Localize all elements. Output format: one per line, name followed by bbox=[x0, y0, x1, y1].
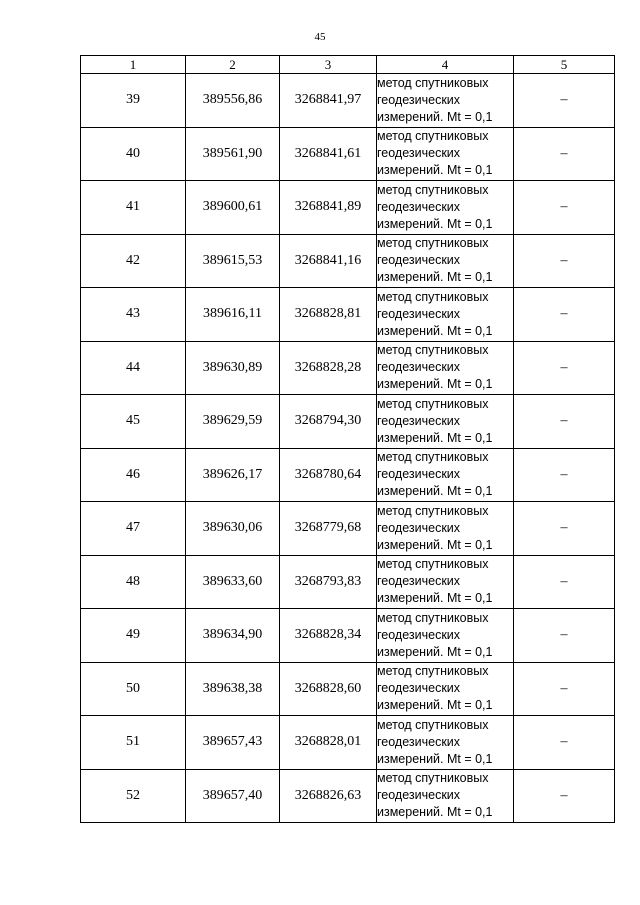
coordinate-x: 389634,90 bbox=[186, 609, 280, 663]
method-line-2: геодезических bbox=[377, 413, 461, 428]
method-line-1: метод спутниковых bbox=[377, 75, 489, 90]
point-number: 48 bbox=[81, 555, 186, 609]
note-dash: – bbox=[514, 502, 615, 556]
method-line-2: геодезических bbox=[377, 467, 461, 482]
note-dash: – bbox=[514, 448, 615, 502]
method-line-3: измерений. Mt = 0,1 bbox=[377, 698, 493, 713]
coordinate-y: 3268828,81 bbox=[280, 288, 377, 342]
method-line-1: метод спутниковых bbox=[377, 129, 489, 144]
table-row bbox=[81, 502, 615, 556]
method-line-1: метод спутниковых bbox=[377, 343, 489, 358]
table-row bbox=[81, 769, 615, 823]
method-line-3: измерений. Mt = 0,1 bbox=[377, 537, 493, 552]
method-line-3: измерений. Mt = 0,1 bbox=[377, 216, 493, 231]
note-dash: – bbox=[514, 555, 615, 609]
point-number: 52 bbox=[81, 769, 186, 823]
method-line-3: измерений. Mt = 0,1 bbox=[377, 805, 493, 820]
column-header: 1 bbox=[81, 56, 186, 74]
determination-method bbox=[377, 769, 514, 823]
determination-method bbox=[377, 341, 514, 395]
note-dash: – bbox=[514, 74, 615, 128]
point-number: 46 bbox=[81, 448, 186, 502]
coordinate-x: 389561,90 bbox=[186, 127, 280, 181]
coordinate-x: 389630,06 bbox=[186, 502, 280, 556]
method-line-2: геодезических bbox=[377, 574, 461, 589]
coordinate-y: 3268841,16 bbox=[280, 234, 377, 288]
method-line-3: измерений. Mt = 0,1 bbox=[377, 323, 493, 338]
note-dash: – bbox=[514, 609, 615, 663]
coordinate-y: 3268828,01 bbox=[280, 716, 377, 770]
column-header: 4 bbox=[377, 56, 514, 74]
coordinate-x: 389626,17 bbox=[186, 448, 280, 502]
coordinate-y: 3268793,83 bbox=[280, 555, 377, 609]
coordinate-x: 389657,43 bbox=[186, 716, 280, 770]
coordinate-y: 3268841,89 bbox=[280, 181, 377, 235]
coordinate-x: 389556,86 bbox=[186, 74, 280, 128]
point-number: 49 bbox=[81, 609, 186, 663]
note-dash: – bbox=[514, 127, 615, 181]
table-row bbox=[81, 555, 615, 609]
method-line-2: геодезических bbox=[377, 734, 461, 749]
coordinates-table bbox=[80, 55, 615, 823]
coordinate-y: 3268779,68 bbox=[280, 502, 377, 556]
column-header: 3 bbox=[280, 56, 377, 74]
column-header: 5 bbox=[514, 56, 615, 74]
determination-method bbox=[377, 716, 514, 770]
coordinate-y: 3268828,60 bbox=[280, 662, 377, 716]
determination-method bbox=[377, 609, 514, 663]
method-line-2: геодезических bbox=[377, 788, 461, 803]
point-number: 40 bbox=[81, 127, 186, 181]
point-number: 39 bbox=[81, 74, 186, 128]
coordinate-x: 389633,60 bbox=[186, 555, 280, 609]
note-dash: – bbox=[514, 395, 615, 449]
determination-method bbox=[377, 555, 514, 609]
note-dash: – bbox=[514, 181, 615, 235]
table-row bbox=[81, 127, 615, 181]
method-line-3: измерений. Mt = 0,1 bbox=[377, 751, 493, 766]
point-number: 47 bbox=[81, 502, 186, 556]
coordinate-y: 3268828,28 bbox=[280, 341, 377, 395]
point-number: 42 bbox=[81, 234, 186, 288]
coordinate-x: 389616,11 bbox=[186, 288, 280, 342]
method-line-2: геодезических bbox=[377, 681, 461, 696]
coordinate-y: 3268828,34 bbox=[280, 609, 377, 663]
determination-method bbox=[377, 502, 514, 556]
method-line-1: метод спутниковых bbox=[377, 610, 489, 625]
method-line-3: измерений. Mt = 0,1 bbox=[377, 644, 493, 659]
method-line-3: измерений. Mt = 0,1 bbox=[377, 430, 493, 445]
table-row bbox=[81, 395, 615, 449]
table-row bbox=[81, 662, 615, 716]
method-line-1: метод спутниковых bbox=[377, 450, 489, 465]
method-line-2: геодезических bbox=[377, 199, 461, 214]
method-line-3: измерений. Mt = 0,1 bbox=[377, 484, 493, 499]
determination-method bbox=[377, 288, 514, 342]
table-row bbox=[81, 288, 615, 342]
note-dash: – bbox=[514, 769, 615, 823]
point-number: 50 bbox=[81, 662, 186, 716]
determination-method bbox=[377, 127, 514, 181]
note-dash: – bbox=[514, 288, 615, 342]
point-number: 41 bbox=[81, 181, 186, 235]
method-line-1: метод спутниковых bbox=[377, 503, 489, 518]
determination-method bbox=[377, 662, 514, 716]
method-line-2: геодезических bbox=[377, 360, 461, 375]
coordinate-y: 3268780,64 bbox=[280, 448, 377, 502]
coordinate-x: 389629,59 bbox=[186, 395, 280, 449]
determination-method bbox=[377, 74, 514, 128]
method-line-2: геодезических bbox=[377, 627, 461, 642]
method-line-1: метод спутниковых bbox=[377, 289, 489, 304]
method-line-2: геодезических bbox=[377, 92, 461, 107]
coordinate-y: 3268826,63 bbox=[280, 769, 377, 823]
page-number: 45 bbox=[314, 31, 326, 43]
table-row bbox=[81, 341, 615, 395]
column-header: 2 bbox=[186, 56, 280, 74]
table-header-row bbox=[81, 56, 615, 74]
table-row bbox=[81, 181, 615, 235]
coordinate-x: 389615,53 bbox=[186, 234, 280, 288]
note-dash: – bbox=[514, 234, 615, 288]
method-line-2: геодезических bbox=[377, 146, 461, 161]
method-line-1: метод спутниковых bbox=[377, 557, 489, 572]
method-line-1: метод спутниковых bbox=[377, 236, 489, 251]
note-dash: – bbox=[514, 716, 615, 770]
point-number: 51 bbox=[81, 716, 186, 770]
point-number: 44 bbox=[81, 341, 186, 395]
table-body bbox=[81, 74, 615, 823]
determination-method bbox=[377, 234, 514, 288]
note-dash: – bbox=[514, 341, 615, 395]
determination-method bbox=[377, 448, 514, 502]
determination-method bbox=[377, 181, 514, 235]
method-line-2: геодезических bbox=[377, 306, 461, 321]
method-line-3: измерений. Mt = 0,1 bbox=[377, 591, 493, 606]
method-line-1: метод спутниковых bbox=[377, 771, 489, 786]
coordinate-x: 389600,61 bbox=[186, 181, 280, 235]
method-line-3: измерений. Mt = 0,1 bbox=[377, 377, 493, 392]
method-line-1: метод спутниковых bbox=[377, 717, 489, 732]
table-row bbox=[81, 234, 615, 288]
determination-method bbox=[377, 395, 514, 449]
method-line-3: измерений. Mt = 0,1 bbox=[377, 270, 493, 285]
coordinate-x: 389630,89 bbox=[186, 341, 280, 395]
table-row bbox=[81, 74, 615, 128]
coordinate-x: 389657,40 bbox=[186, 769, 280, 823]
method-line-1: метод спутниковых bbox=[377, 664, 489, 679]
method-line-2: геодезических bbox=[377, 253, 461, 268]
note-dash: – bbox=[514, 662, 615, 716]
coordinate-y: 3268841,97 bbox=[280, 74, 377, 128]
table-row bbox=[81, 609, 615, 663]
point-number: 45 bbox=[81, 395, 186, 449]
table-row bbox=[81, 716, 615, 770]
table-row bbox=[81, 448, 615, 502]
method-line-3: измерений. Mt = 0,1 bbox=[377, 163, 493, 178]
coordinate-x: 389638,38 bbox=[186, 662, 280, 716]
coordinate-y: 3268841,61 bbox=[280, 127, 377, 181]
coordinate-y: 3268794,30 bbox=[280, 395, 377, 449]
point-number: 43 bbox=[81, 288, 186, 342]
method-line-2: геодезических bbox=[377, 520, 461, 535]
method-line-1: метод спутниковых bbox=[377, 396, 489, 411]
method-line-1: метод спутниковых bbox=[377, 182, 489, 197]
method-line-3: измерений. Mt = 0,1 bbox=[377, 109, 493, 124]
